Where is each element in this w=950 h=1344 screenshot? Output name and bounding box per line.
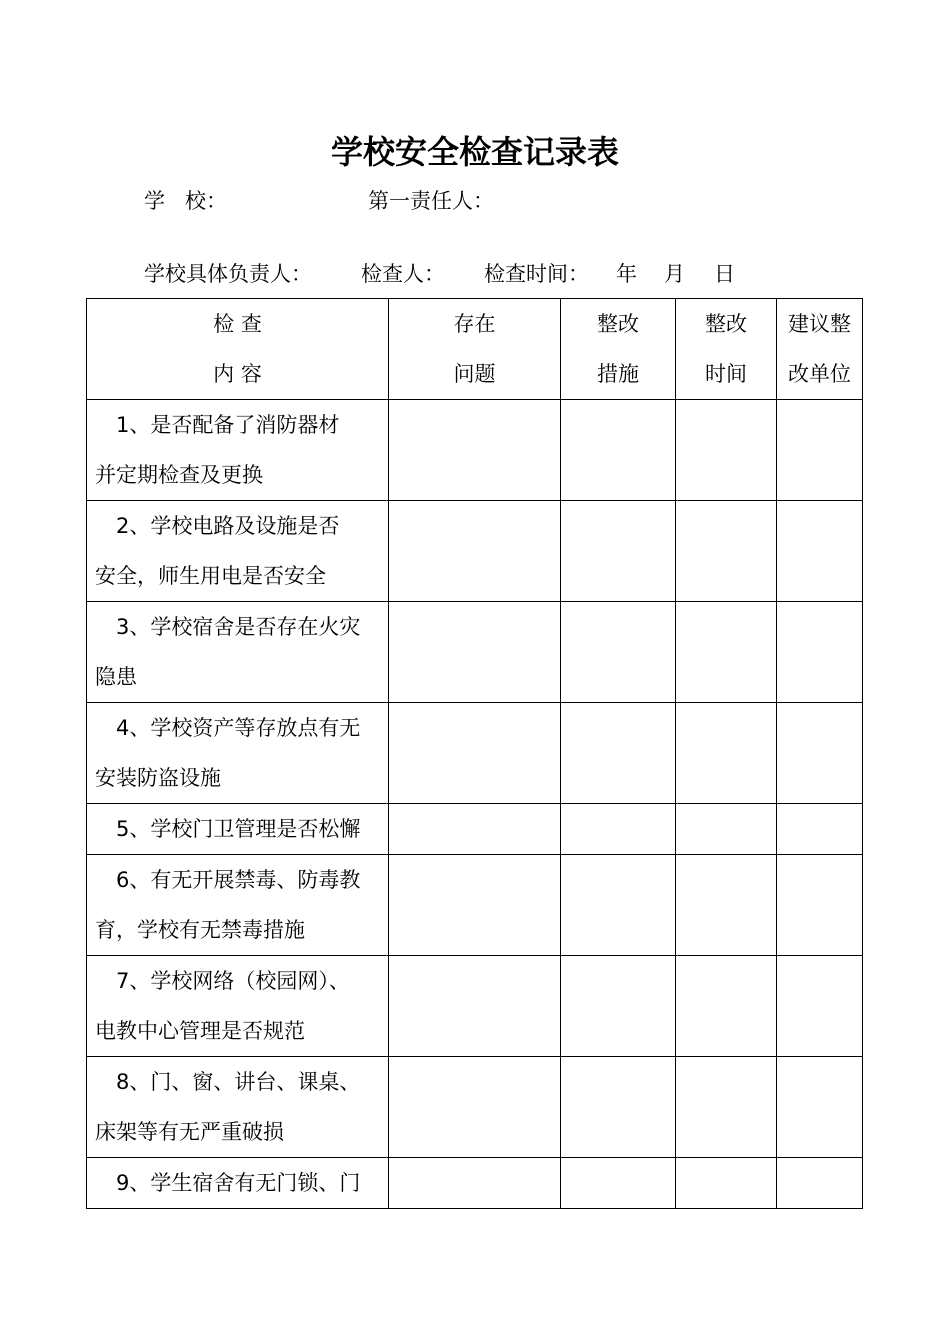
time-cell[interactable] (676, 1158, 777, 1209)
unit-cell[interactable] (777, 400, 863, 501)
unit-cell[interactable] (777, 602, 863, 703)
measure-cell[interactable] (561, 501, 676, 602)
problem-cell[interactable] (389, 400, 561, 501)
time-cell[interactable] (676, 400, 777, 501)
check-item: 6、有无开展禁毒、防毒教 育，学校有无禁毒措施 (87, 855, 389, 956)
measure-cell[interactable] (561, 1158, 676, 1209)
table-row (87, 501, 863, 602)
table-row (87, 956, 863, 1057)
time-cell[interactable] (676, 956, 777, 1057)
check-item: 4、学校资产等存放点有无 安装防盗设施 (87, 703, 389, 804)
check-item: 3、学校宿舍是否存在火灾 隐患 (87, 602, 389, 703)
header-unit: 建议整 改单位 (777, 299, 863, 400)
time-cell[interactable] (676, 602, 777, 703)
time-cell[interactable] (676, 1057, 777, 1158)
month-label: 月 (664, 262, 685, 286)
specific-responsible-label: 学校具体负责人： (144, 262, 312, 286)
problem-cell[interactable] (389, 602, 561, 703)
problem-cell[interactable] (389, 501, 561, 602)
header-content: 检 查 内 容 (87, 299, 389, 400)
check-item: 5、学校门卫管理是否松懈 (87, 804, 389, 855)
measure-cell[interactable] (561, 1057, 676, 1158)
header-problems: 存在 问题 (389, 299, 561, 400)
time-cell[interactable] (676, 501, 777, 602)
day-label: 日 (714, 262, 735, 286)
measure-cell[interactable] (561, 602, 676, 703)
table-row (87, 703, 863, 804)
inspector-label: 检查人： (361, 262, 445, 286)
inspect-time-label: 检查时间： (484, 262, 589, 286)
measure-cell[interactable] (561, 703, 676, 804)
table-row (87, 855, 863, 956)
unit-cell[interactable] (777, 804, 863, 855)
check-item: 9、学生宿舍有无门锁、门 (87, 1158, 389, 1209)
problem-cell[interactable] (389, 855, 561, 956)
check-item: 1、是否配备了消防器材 并定期检查及更换 (87, 400, 389, 501)
unit-cell[interactable] (777, 703, 863, 804)
time-cell[interactable] (676, 855, 777, 956)
table-row (87, 804, 863, 855)
measure-cell[interactable] (561, 400, 676, 501)
page-title: 学校安全检查记录表 (330, 133, 619, 171)
unit-cell[interactable] (777, 855, 863, 956)
first-responsible-label: 第一责任人： (368, 189, 494, 213)
measure-cell[interactable] (561, 956, 676, 1057)
problem-cell[interactable] (389, 1158, 561, 1209)
table-row (87, 400, 863, 501)
table-header-row (87, 299, 863, 400)
check-item: 7、学校网络（校园网）、 电教中心管理是否规范 (87, 956, 389, 1057)
header-measures: 整改 措施 (561, 299, 676, 400)
school-label: 学 校： (144, 189, 228, 213)
time-cell[interactable] (676, 804, 777, 855)
header-time: 整改 时间 (676, 299, 777, 400)
check-item: 2、学校电路及设施是否 安全，师生用电是否安全 (87, 501, 389, 602)
unit-cell[interactable] (777, 1158, 863, 1209)
table-row (87, 602, 863, 703)
problem-cell[interactable] (389, 1057, 561, 1158)
table-row (87, 1158, 863, 1209)
table-row (87, 1057, 863, 1158)
inspection-table (86, 298, 863, 1209)
problem-cell[interactable] (389, 956, 561, 1057)
unit-cell[interactable] (777, 956, 863, 1057)
check-item: 8、门、窗、讲台、课桌、 床架等有无严重破损 (87, 1057, 389, 1158)
year-label: 年 (616, 262, 637, 286)
problem-cell[interactable] (389, 804, 561, 855)
measure-cell[interactable] (561, 804, 676, 855)
time-cell[interactable] (676, 703, 777, 804)
measure-cell[interactable] (561, 855, 676, 956)
unit-cell[interactable] (777, 1057, 863, 1158)
problem-cell[interactable] (389, 703, 561, 804)
unit-cell[interactable] (777, 501, 863, 602)
